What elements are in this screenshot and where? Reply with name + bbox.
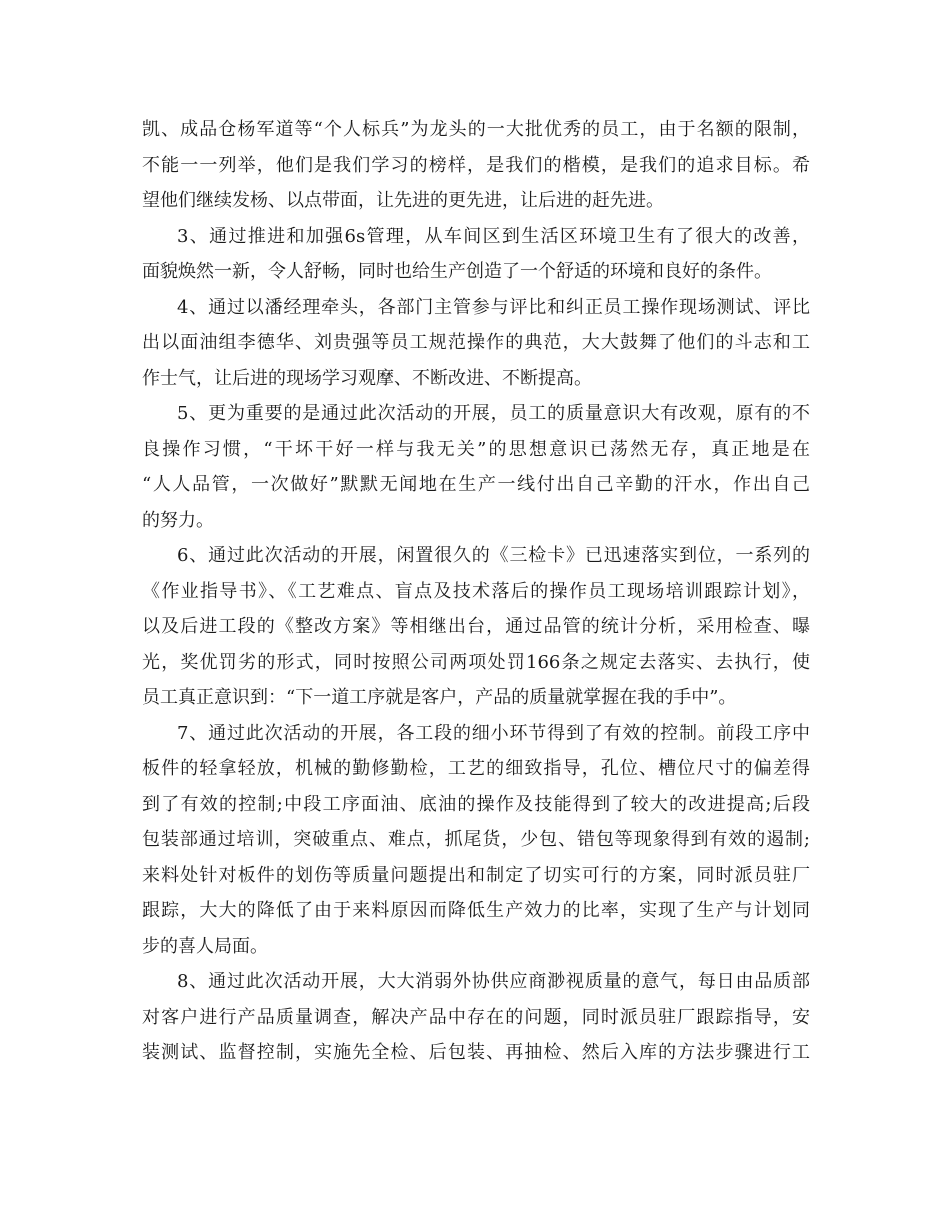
paragraph-8-line: 8、通过此次活动开展，大大消弱外协供应商渺视质量的意气，每日由品质部 <box>177 971 810 992</box>
text-line: 的努力。 <box>142 509 214 531</box>
paragraph-3-line: 3、通过推进和加强6s管理，从车间区到生活区环境卫生有了很大的改善， <box>177 225 810 247</box>
text-line: 员工真正意识到：“下一道工序就是客户，产品的质量就掌握在我的手中”。 <box>142 687 737 708</box>
document-body <box>142 112 810 1071</box>
text-line: 板件的轻拿轻放，机械的勤修勤检，工艺的细致指导，孔位、槽位尺寸的偏差得 <box>142 758 810 779</box>
text-line: 步的喜人局面。 <box>142 935 268 957</box>
paragraph-5-line: 5、更为重要的是通过此次活动的开展，员工的质量意识大有改观，原有的不 <box>177 403 810 424</box>
text-line: 光，奖优罚劣的形式，同时按照公司两项处罚166条之规定去落实、去执行，使 <box>142 651 810 673</box>
paragraph-6-line: 6、通过此次活动的开展，闲置很久的《三检卡》已迅速落实到位，一系列的 <box>177 545 810 566</box>
text-line: 以及后进工段的《整改方案》等相继出台，通过品管的统计分析，采用检查、曝 <box>142 616 810 637</box>
text-line: 面貌焕然一新，令人舒畅，同时也给生产创造了一个舒适的环境和良好的条件。 <box>142 261 772 282</box>
text-line: 包装部通过培训，突破重点、难点，抓尾货，少包、错包等现象得到有效的遏制; <box>142 829 810 850</box>
text-line: 作士气，让后进的现场学习观摩、不断改进、不断提高。 <box>142 367 592 389</box>
text-line: “人人品管，一次做好”默默无闻地在生产一线付出自己辛勤的汗水，作出自己 <box>142 474 810 495</box>
text-line: 出以面油组李德华、刘贵强等员工规范操作的典范，大大鼓舞了他们的斗志和工 <box>142 332 810 353</box>
paragraph-7-line: 7、通过此次活动的开展，各工段的细小环节得到了有效的控制。前段工序中 <box>177 722 810 744</box>
text-line: 对客户进行产品质量调查，解决产品中存在的问题，同时派员驻厂跟踪指导，安 <box>142 1006 810 1028</box>
text-line: 来料处针对板件的划伤等质量问题提出和制定了切实可行的方案，同时派员驻厂 <box>142 864 810 886</box>
text-line: 凯、成品仓杨军道等“个人标兵”为龙头的一大批优秀的员工，由于名额的限制， <box>142 119 810 140</box>
text-line: 跟踪，大大的降低了由于来料原因而降低生产效力的比率，实现了生产与计划同 <box>142 900 810 921</box>
text-line: 良操作习惯，“干坏干好一样与我无关”的思想意识已荡然无存，真正地是在 <box>142 438 810 460</box>
text-line: 望他们继续发杨、以点带面，让先进的更先进，让后进的赶先进。 <box>142 190 664 211</box>
text-line: 装测试、监督控制，实施先全检、后包装、再抽检、然后入库的方法步骤进行工 <box>142 1042 810 1063</box>
text-line: 到了有效的控制;中段工序面油、底油的操作及技能得到了较大的改进提高;后段 <box>142 793 810 815</box>
text-line: 《作业指导书》、《工艺难点、盲点及技术落后的操作员工现场培训跟踪计划》， <box>142 580 810 602</box>
paragraph-4-line: 4、通过以潘经理牵头，各部门主管参与评比和纠正员工操作现场测试、评比 <box>177 296 810 318</box>
text-line: 不能一一列举，他们是我们学习的榜样，是我们的楷模，是我们的追求目标。希 <box>142 154 810 176</box>
